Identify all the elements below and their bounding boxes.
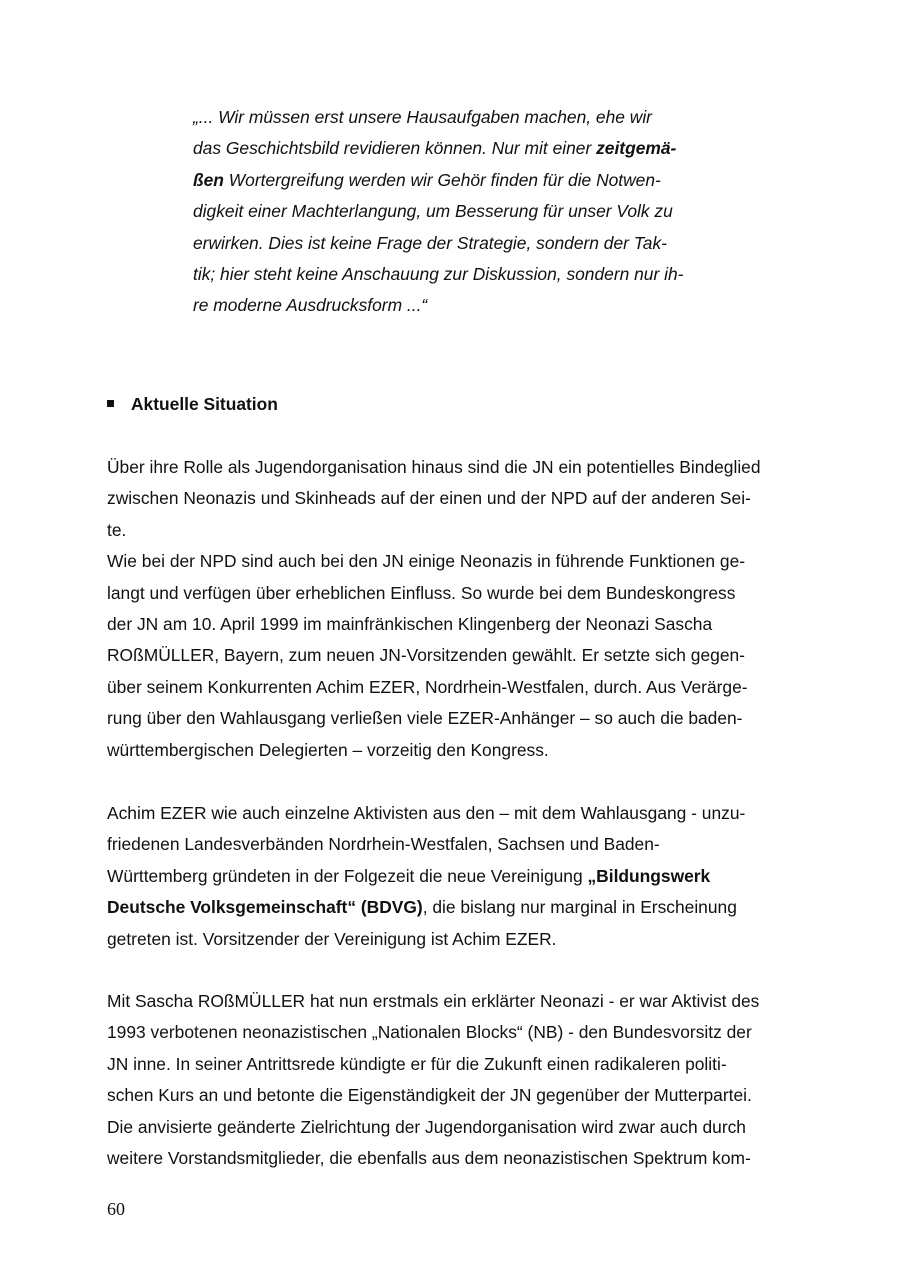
section-heading [107,390,278,418]
paragraph-line: JN inne. In seiner Antrittsrede kündigte er für die Zukunft einen radikaleren politi- [107,1053,727,1074]
paragraph-line: getreten ist. Vorsitzender der Vereinigung ist Achim EZER. [107,928,557,949]
paragraph-text: , die bislang nur marginal in Erscheinung [422,897,737,918]
quote-line: re moderne Ausdrucksform ...“ [193,295,428,316]
paragraph-line: friedenen Landesverbänden Nordrhein-Westfalen, Sachsen und Baden- [107,834,660,855]
block-quote [193,102,723,322]
paragraph-line: württembergischen Delegierten – vorzeitig den Kongress. [107,739,549,760]
paragraph-line: schen Kurs an und betonte die Eigenständigkeit der JN gegenüber der Mutterpartei. [107,1085,752,1106]
square-bullet-icon [107,400,114,407]
paragraph-2 [107,798,807,955]
paragraph-line: zwischen Neonazis und Skinheads auf der einen und der NPD auf der anderen Sei- [107,488,751,509]
quote-text: das Geschichtsbild revidieren können. Nur mit einer [193,138,597,159]
paragraph-line [107,861,807,892]
quote-emphasis: zeitgemä- [596,138,677,159]
paragraph-1 [107,452,807,766]
paragraph-line: Über ihre Rolle als Jugendorganisation hinaus sind die JN ein potentielles Bindeglied [107,457,761,477]
paragraph-line: te. [107,519,127,540]
paragraph-line: Achim EZER wie auch einzelne Aktivisten aus den – mit dem Wahlausgang - unzu- [107,803,746,823]
paragraph-line: über seinem Konkurrenten Achim EZER, Nordrhein-Westfalen, durch. Aus Verärge- [107,676,748,697]
quote-line: digkeit einer Machterlangung, um Besserung für unser Volk zu [193,201,673,222]
paragraph-line: langt und verfügen über erheblichen Einfluss. So wurde bei dem Bundeskongress [107,582,736,603]
section-heading-text: Aktuelle Situation [131,394,278,414]
quote-emphasis: ßen [193,169,224,190]
paragraph-line: rung über den Wahlausgang verließen viele EZER-Anhänger – so auch die baden- [107,708,743,729]
paragraph-line [107,892,807,923]
paragraph-line: ROßMÜLLER, Bayern, zum neuen JN-Vorsitzenden gewählt. Er setzte sich gegen- [107,645,745,666]
paragraph-line: der JN am 10. April 1999 im mainfränkischen Klingenberg der Neonazi Sascha [107,614,713,635]
paragraph-line: weitere Vorstandsmitglieder, die ebenfalls aus dem neonazistischen Spektrum kom- [107,1148,751,1169]
quote-line: tik; hier steht keine Anschauung zur Diskussion, sondern nur ih- [193,264,684,285]
paragraph-line: Wie bei der NPD sind auch bei den JN einige Neonazis in führende Funktionen ge- [107,551,746,572]
page-number: 60 [107,1199,125,1219]
paragraph-line: Die anvisierte geänderte Zielrichtung der Jugendorganisation wird zwar auch durch [107,1116,746,1137]
quote-line [193,133,723,164]
quote-line: „... Wir müssen erst unsere Hausaufgaben machen, ehe wir [193,107,652,127]
organization-name: Deutsche Volksgemeinschaft“ (BDVG) [107,897,423,918]
paragraph-3 [107,986,807,1174]
quote-text: Wortergreifung werden wir Gehör finden für die Notwen- [223,169,661,190]
organization-name: „Bildungswerk [587,865,711,886]
quote-line: erwirken. Dies ist keine Frage der Strategie, sondern der Tak- [193,232,667,253]
paragraph-line: Mit Sascha ROßMÜLLER hat nun erstmals ein erklärter Neonazi - er war Aktivist des [107,991,760,1011]
quote-line [193,165,723,196]
paragraph-line: 1993 verbotenen neonazistischen „Nationalen Blocks“ (NB) - den Bundesvorsitz der [107,1022,752,1043]
paragraph-text: Württemberg gründeten in der Folgezeit die neue Vereinigung [107,865,588,886]
